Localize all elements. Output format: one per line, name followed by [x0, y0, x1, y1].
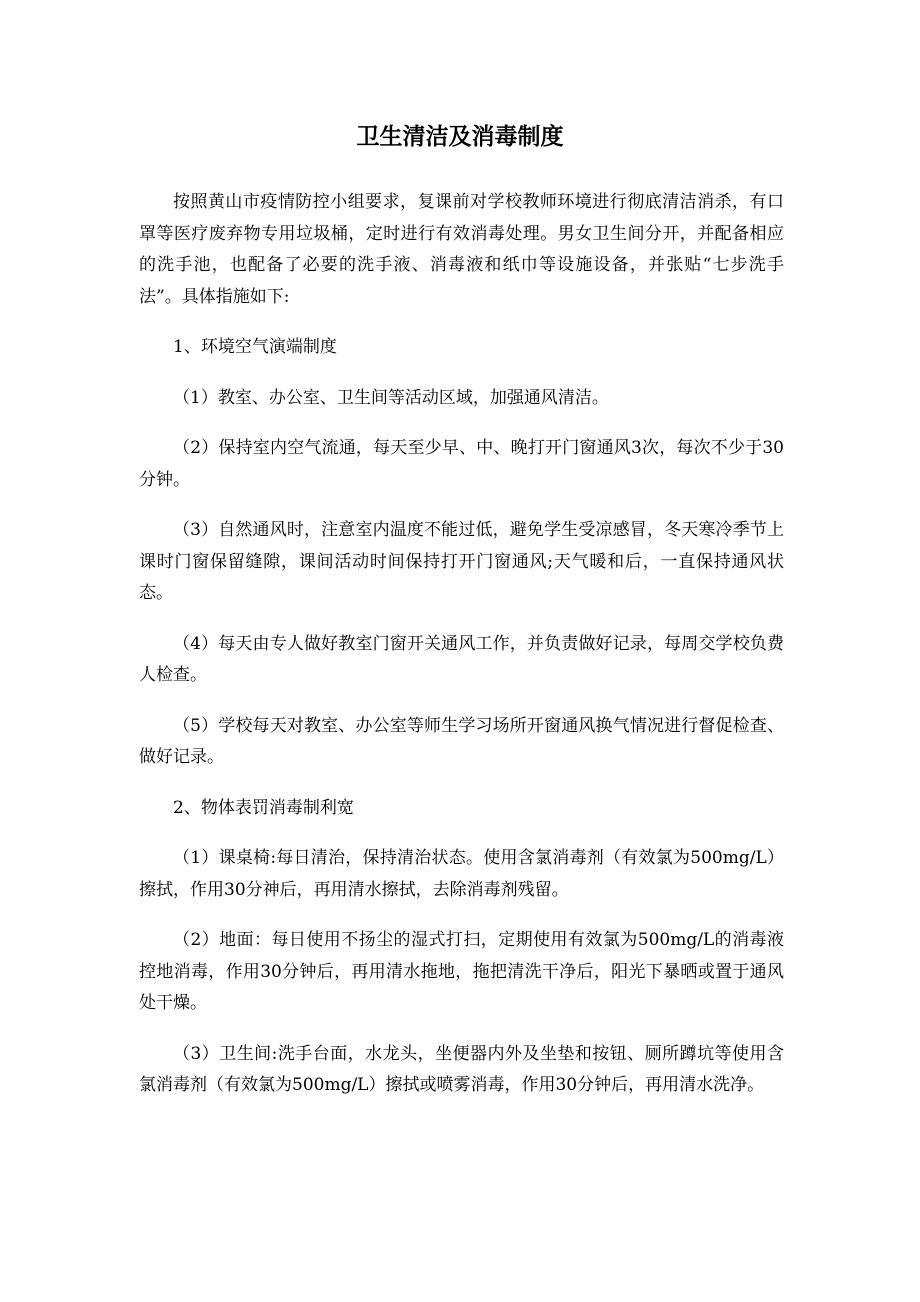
section-heading-surface: 2、物体表罚消毒制利宽: [173, 797, 354, 818]
section-heading-air: 1、环境空气演端制度: [173, 337, 337, 357]
air-item-4: （4）每天由专人做好教室门窗开关通风工作，并负责做好记录，每周交学校负费人检查。: [139, 633, 784, 685]
document-body: [139, 187, 784, 1121]
air-item-2: （2）保持室内空气流通，每天至少早、中、晚打开门窗通风3次，每次不少于30分钟。: [139, 438, 784, 490]
surface-item-3: （3）卫生间:洗手台面，水龙头，坐便器内外及坐垫和按钮、厕所蹲坑等使用含氯消毒剂（有效氯为500mg/L）擦拭或喷雾消毒，作用30分钟后，再用清水洗净。: [139, 1043, 784, 1095]
air-item-3: （3）自然通风时，注意室内温度不能过低，避免学生受凉感冒，冬天寒冷季节上课时门窗保留缝隙，课间活动时间保持打开门窗通风;天气暖和后，一直保持通风状态。: [139, 520, 784, 603]
surface-item-1: （1）课桌椅:每日清治，保持清治状态。使用含氯消毒剂（有效氯为500mg/L）擦拭，作用30分神后，再用清水擦拭，去除消毒剂残留。: [139, 848, 784, 900]
document-title: 卫生清洁及消毒制度: [356, 124, 564, 150]
surface-item-2: （2）地面：每日使用不扬尘的湿式打扫，定期使用有效氯为500mg/L的消毒液控地消毒，作用30分钟后，再用清水拖地，拖把清洗干净后，阳光下暴晒或置于通风处干燥。: [139, 930, 784, 1013]
air-item-1: （1）教室、办公室、卫生间等活动区域，加强通风清洁。: [173, 387, 609, 408]
intro-paragraph: 按照黄山市疫情防控小组要求，复课前对学校教师环境进行彻底清洁消杀，有口罩等医疗废弃物专用垃圾桶，定时进行有效消毒处理。男女卫生间分开，并配备相应的洗手池，也配备了必要的洗手液、消毒液和纸巾等设施设备，并张贴“七步洗手法”。具体指施如下:: [139, 192, 784, 307]
air-item-5: （5）学校每天对教室、办公室等师生学习场所开窗通风换气情况进行督促检查、做好记录。: [139, 715, 784, 767]
